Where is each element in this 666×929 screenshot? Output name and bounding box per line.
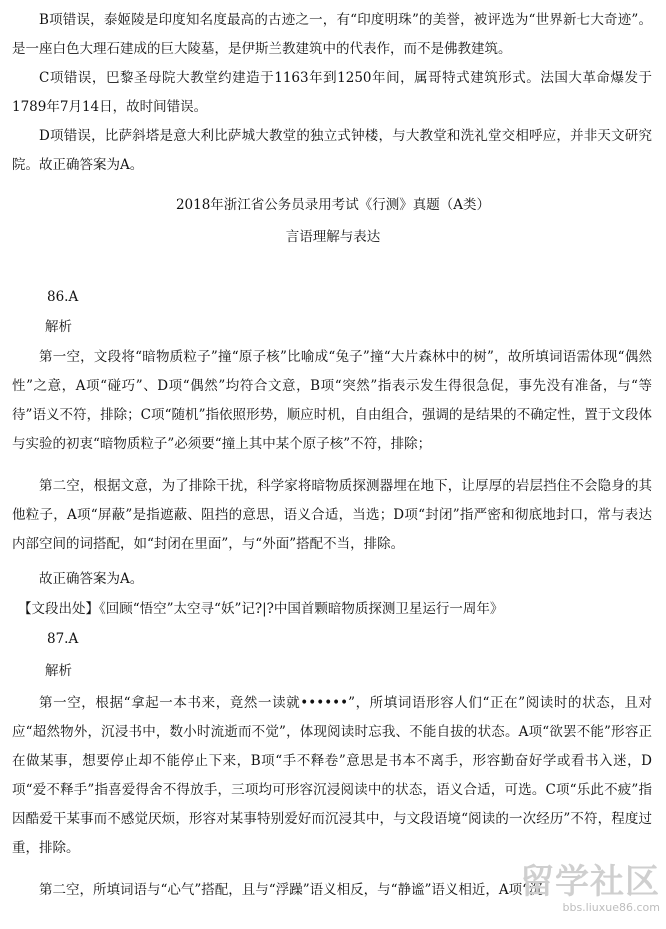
exam-title: 2018年浙江省公务员录用考试《行测》真题（A类）: [175, 197, 491, 213]
watermark-logo: 留学社区: [520, 862, 660, 902]
paragraph-b-wrong: B项错误，泰姬陵是印度知名度最高的古迹之一，有“印度明珠”的美誉，被评选为“世界新七大奇迹”。是一座白色大理石建成的巨大陵墓，是伊斯兰教建筑中的代表作，而不是佛教建筑。: [12, 12, 652, 57]
q86-blank1: 第一空，文段将“暗物质粒子”撞“原子核”比喻成“兔子”撞“大片森林中的树”，故所填词语需体现“偶然性”之意，A项“碰巧”、D项“偶然”均符合文意，B项“突然”指表示发生得很急促，事先没有准备，与“等待”语义不符，排除；C项“随机”指依照形势，顺应时机，自由组合，强调的是结果的不确定性，置于文段体与实验的初衷“暗物质粒子”必须要“撞上其中某个原子核”不符，排除；: [12, 349, 652, 452]
q86-blank2: 第二空，根据文意，为了排除干扰，科学家将暗物质探测器埋在地下，让厚厚的岩层挡住不会隐身的其他粒子，A项“屏蔽”是指遮蔽、阻挡的意思，语义合适，当选；D项“封闭”指严密和彻底地封口，常与表达内部空间的词搭配，如“封闭在里面”，与“外面”搭配不当，排除。: [12, 478, 652, 552]
q87-blank1: 第一空，根据“拿起一本书来，竟然一读就••••••”，所填词语形容人们“正在”阅读时的状态，且对应“超然物外，沉浸书中，数小时流逝而不觉”，体现阅读时忘我、不能自拔的状态。A项“欲罢不能”形容正在做某事，想要停止却不能停止下来，B项“手不释卷”意思是书本不离手，形容勤奋好学或看书入迷，D项“爱不释手”指喜爱得舍不得放手，三项均可形容沉浸阅读中的状态，语义合适，可选。C项“乐此不疲”指因酷爱干某事而不感觉厌烦，形容对某事特别爱好而沉浸其中，与文段语境“阅读的一次经历”不符，程度过重，排除。: [12, 695, 652, 856]
q87-analysis-label: 解析: [45, 663, 72, 679]
paragraph-d-wrong: D项错误，比萨斜塔是意大利比萨城大教堂的独立式钟楼，与大教堂和洗礼堂交相呼应，并非天文研究院。: [12, 128, 652, 173]
q87-blank2: 第二空，所填词语与“心气”搭配，且与“浮躁”语义相反，与“静谧”语义相近，A项“沉: [39, 882, 543, 898]
section-title: 言语理解与表达: [285, 229, 381, 245]
q87-number: 87.A: [47, 631, 79, 647]
site-watermark: [520, 863, 660, 915]
answer-previous: 故正确答案为A。: [39, 157, 144, 173]
q86-analysis-label: 解析: [45, 319, 72, 335]
q86-answer: 故正确答案为A。: [39, 571, 144, 587]
paragraph-c-wrong: C项错误，巴黎圣母院大教堂约建造于1163年到1250年间，属哥特式建筑形式。法国大革命爆发于1789年7月14日，故时间错误。: [12, 70, 652, 115]
q86-source: 【文段出处】《回顾“悟空”太空寻“妖”记?|?中国首颗暗物质探测卫星运行一周年》: [18, 601, 504, 617]
q86-number: 86.A: [47, 289, 79, 305]
watermark-url: bbs.liuxue86.com: [562, 901, 660, 914]
